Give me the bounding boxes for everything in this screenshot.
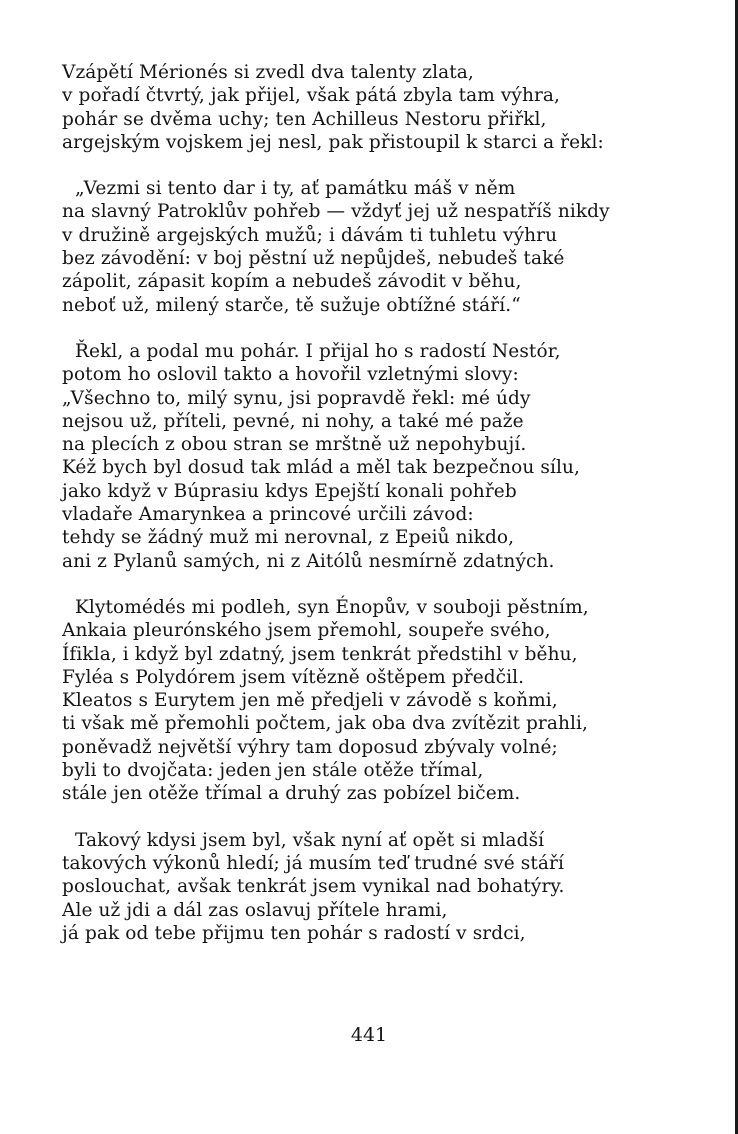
verse-line: poněvadž největší výhry tam doposud zbývaly volné; [62, 736, 558, 758]
verse-line: já pak od tebe přijmu ten pohár s radostí v srdci, [62, 922, 526, 944]
verse-line: argejským vojskem jej nesl, pak přistoupil k starci a řekl: [62, 131, 604, 153]
stanza [62, 829, 682, 945]
verse-line: byli to dvojčata: jeden jen stále otěže třímal, [62, 760, 484, 782]
verse-line: neboť už, milený starče, tě sužuje obtížné stáří.“ [62, 294, 521, 316]
verse-line: poslouchat, avšak tenkrát jsem vynikal nad bohatýry. [62, 876, 565, 898]
verse-line: Kéž bych byl dosud tak mlád a měl tak bezpečnou sílu, [62, 457, 581, 479]
verse-line: nejsou už, příteli, pevné, ni nohy, a také mé paže [62, 410, 524, 432]
verse-line: Klytomédés mi podleh, syn Énopův, v souboji pěstním, [75, 596, 589, 618]
verse-line: jako když v Búprasiu kdys Epejští konali pohřeb [62, 480, 517, 502]
verse-line: „Vezmi si tento dar i ty, ať památku máš v něm [75, 178, 516, 200]
verse-line: v pořadí čtvrtý, jak přijel, však pátá zbyla tam výhra, [62, 85, 561, 107]
verse-line: Kleatos s Eurytem jen mě předjeli v závodě s koňmi, [62, 690, 558, 712]
verse-line: Řekl, a podal mu pohár. I přijal ho s radostí Nestór, [75, 340, 561, 362]
verse-line: vladaře Amarynkea a princové určili závod: [62, 504, 474, 526]
verse-line: na slavný Patroklův pohřeb — vždyť jej už nespatříš nikdy [62, 201, 610, 223]
verse-line: Fyléa s Polydórem jsem vítězně oštěpem předčil. [62, 666, 525, 688]
verse-line: tehdy se žádný muž mi nerovnal, z Epeiů nikdo, [62, 527, 515, 549]
verse-line: Takový kdysi jsem byl, však nyní ať opět si mladší [75, 829, 545, 851]
verse-line: Vzápětí Mérionés si zvedl dva talenty zlata, [62, 62, 474, 83]
verse-line: zápolit, zápasit kopím a nebudeš závodit v běhu, [62, 271, 522, 293]
verse-line: bez závodění: v boj pěstní už nepůjdeš, nebudeš také [62, 248, 565, 270]
stanza [62, 340, 682, 573]
verse-line: ani z Pylanů samých, ni z Aitólů nesmírně zdatných. [62, 550, 555, 572]
verse-line: takových výkonů hledí; já musím teď trudné své stáří [62, 852, 564, 874]
verse-line: „Všechno to, milý synu, jsi popravdě řekl: mé údy [62, 387, 531, 409]
page-number: 441 [350, 1024, 388, 1046]
verse-line: potom ho oslovil takto a hovořil vzletnými slovy: [62, 364, 519, 386]
verse-line: v družině argejských mužů; i dávám ti tuhletu výhru [62, 224, 558, 246]
verse-line: Ífikla, i když byl zdatný, jsem tenkrát předstihl v běhu, [62, 643, 578, 665]
verse-text [62, 61, 682, 968]
verse-line: Ale už jdi a dál zas oslavuj přítele hrami, [62, 899, 448, 921]
verse-line: pohár se dvěma uchy; ten Achilleus Nestoru přiřkl, [62, 108, 547, 130]
verse-line: ti však mě přemohli počtem, jak oba dva zvítězit prahli, [62, 713, 589, 735]
verse-line: stále jen otěže třímal a druhý zas pobízel bičem. [62, 783, 521, 805]
stanza [62, 61, 682, 154]
verse-line: na plecích z obou stran se mrštně už nepohybují. [62, 434, 527, 456]
stanza [62, 596, 682, 806]
verse-line: Ankaia pleurónského jsem přemohl, soupeře svého, [62, 620, 551, 642]
stanza [62, 177, 682, 317]
